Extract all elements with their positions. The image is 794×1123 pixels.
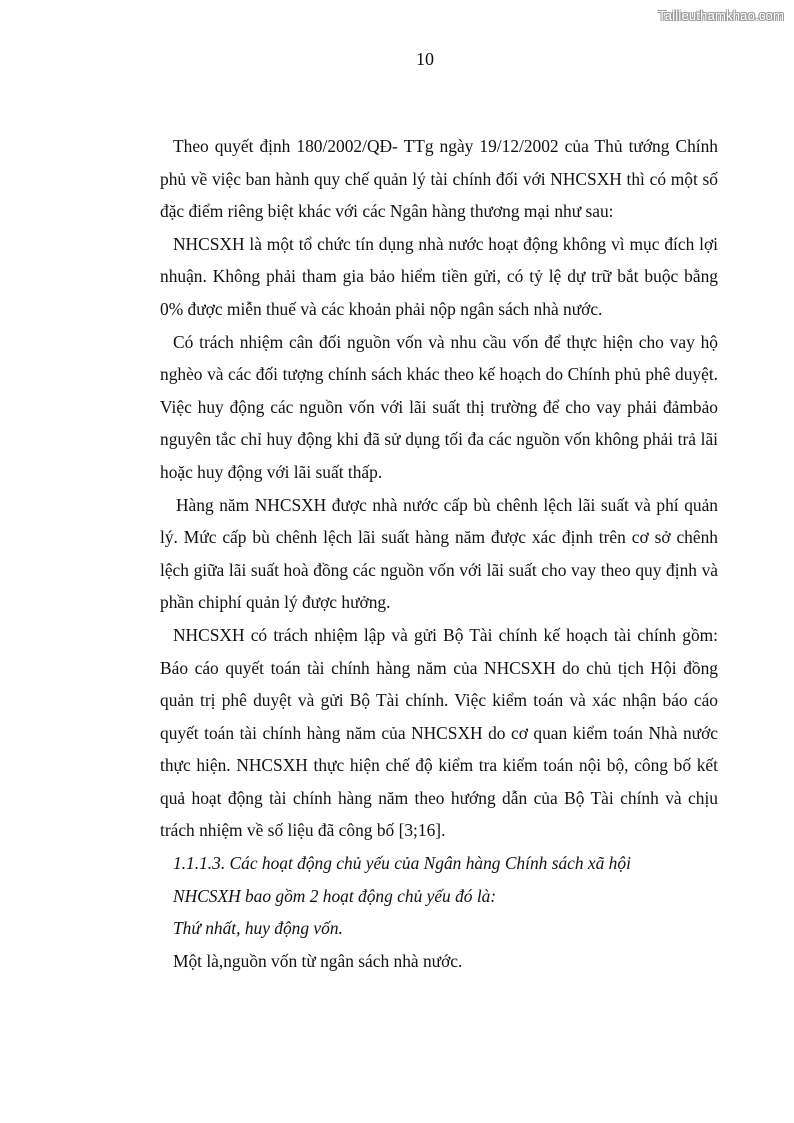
paragraph-financial-plan: NHCSXH có trách nhiệm lập và gửi Bộ Tài chính kế hoạch tài chính gồm: Báo cáo quyết toán tài chính hàng năm của NHCSXH do chủ tịch Hội đồng quản trị phê duyệt và gửi Bộ Tài chính. Việc kiểm toán và xác nhận báo cáo quyết toán tài chính hàng năm của NHCSXH do cơ quan kiểm toán Nhà nước thực hiện. NHCSXH thực hiện chế độ kiểm tra kiểm toán nội bộ, công bố kết quả hoạt động tài chính hàng năm theo hướng dẫn của Bộ Tài chính và chịu trách nhiệm về số liệu đã công bố [3;16]. bbox=[160, 624, 718, 841]
document-body bbox=[160, 130, 718, 977]
first-activity: Thứ nhất, huy động vốn. bbox=[173, 918, 343, 939]
section-heading: 1.1.1.3. Các hoạt động chủ yếu của Ngân hàng Chính sách xã hội bbox=[173, 853, 631, 874]
paragraph-nonprofit: NHCSXH là một tổ chức tín dụng nhà nước hoạt động không vì mục đích lợi nhuận. Không phải tham gia bảo hiểm tiền gửi, có tỷ lệ dự trữ bắt buộc bằng 0% được miễn thuế và các khoản phải nộp ngân sách nhà nước. bbox=[160, 233, 718, 319]
paragraph-capital-balance: Có trách nhiệm cân đối nguồn vốn và nhu cầu vốn để thực hiện cho vay hộ nghèo và các đối tượng chính sách khác theo kế hoạch do Chính phủ phê duyệt. Việc huy động các nguồn vốn với lãi suất thị trường để cho vay phải đảmbảo nguyên tắc chỉ huy động khi đã sử dụng tối đa các nguồn vốn không phải trả lãi hoặc huy động với lãi suất thấp. bbox=[160, 331, 718, 482]
first-sub-item: Một là,nguồn vốn từ ngân sách nhà nước. bbox=[173, 950, 463, 971]
section-intro: NHCSXH bao gồm 2 hoạt động chủ yếu đó là: bbox=[173, 885, 497, 906]
paragraph-decision: Theo quyết định 180/2002/QĐ- TTg ngày 19/12/2002 của Thủ tướng Chính phủ về việc ban hành quy chế quản lý tài chính đối với NHCSXH thì có một số đặc điểm riêng biệt khác với các Ngân hàng thương mại như sau: bbox=[160, 136, 718, 222]
watermark-text: Tailieuthamkhao.com bbox=[658, 8, 784, 23]
paragraph-interest-subsidy: Hàng năm NHCSXH được nhà nước cấp bù chênh lệch lãi suất và phí quản lý. Mức cấp bù chênh lệch lãi suất hàng năm được xác định trên cơ sở chênh lệch giữa lãi suất hoà đồng các nguồn vốn với lãi suất cho vay theo quy định và phần chiphí quản lý được hưởng. bbox=[160, 494, 718, 613]
page-number: 10 bbox=[416, 49, 434, 69]
